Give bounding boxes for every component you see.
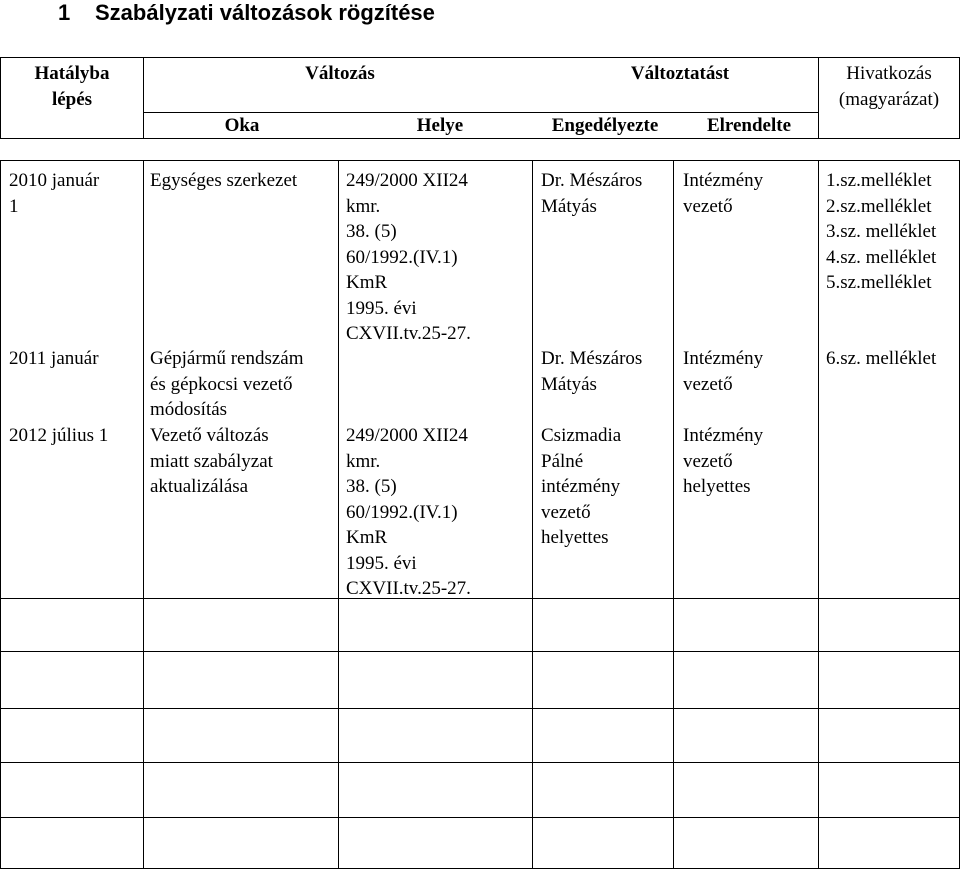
header-oka: Oka xyxy=(224,115,260,136)
elrendelte-cell: Intézmény vezető helyettes xyxy=(683,425,764,497)
elrendelte-cell: Intézmény vezető xyxy=(683,348,764,395)
header-hatalyba-lepes: Hatályba lépés xyxy=(34,63,110,110)
engedelyezte-cell: Dr. Mészáros Mátyás xyxy=(541,348,643,395)
elrendelte-cell: Intézmény vezető xyxy=(683,170,764,217)
helye-cell: 249/2000 XII24 kmr. 38. (5) 60/1992.(IV.1) KmR 1995. évi CXVII.tv.25-27. xyxy=(346,425,471,599)
date-cell: 2012 július 1 xyxy=(9,425,109,446)
header-elrendelte: Elrendelte xyxy=(706,115,792,136)
helye-cell: 249/2000 XII24 kmr. 38. (5) 60/1992.(IV.1) KmR 1995. évi CXVII.tv.25-27. xyxy=(346,170,471,344)
date-cell: 2011 január xyxy=(9,348,99,369)
header-hivatkozas: Hivatkozás (magyarázat) xyxy=(838,63,940,110)
date-cell: 2010 január 1 xyxy=(9,170,100,217)
engedelyezte-cell: Csizmadia Pálné intézmény vezető helyettes xyxy=(541,425,622,548)
section-title: Szabályzati változások rögzítése xyxy=(95,0,435,25)
page-title xyxy=(58,0,918,26)
oka-cell: Vezető változás miatt szabályzat aktualizálása xyxy=(150,425,273,497)
oka-cell: Egységes szerkezet xyxy=(150,170,298,191)
engedelyezte-cell: Dr. Mészáros Mátyás xyxy=(541,170,643,217)
header-valtoztatast: Változtatást xyxy=(630,63,730,84)
hivatkozas-cell: 1.sz.melléklet 2.sz.melléklet 3.sz. melléklet 4.sz. melléklet 5.sz.melléklet xyxy=(826,170,937,293)
header-valtozas: Változás xyxy=(305,63,375,84)
oka-cell: Gépjármű rendszám és gépkocsi vezető módosítás xyxy=(150,348,304,420)
header-helye: Helye xyxy=(416,115,464,136)
hivatkozas-cell: 6.sz. melléklet xyxy=(826,348,937,369)
section-number: 1 xyxy=(58,0,71,25)
header-engedelyezte: Engedélyezte xyxy=(551,115,659,136)
